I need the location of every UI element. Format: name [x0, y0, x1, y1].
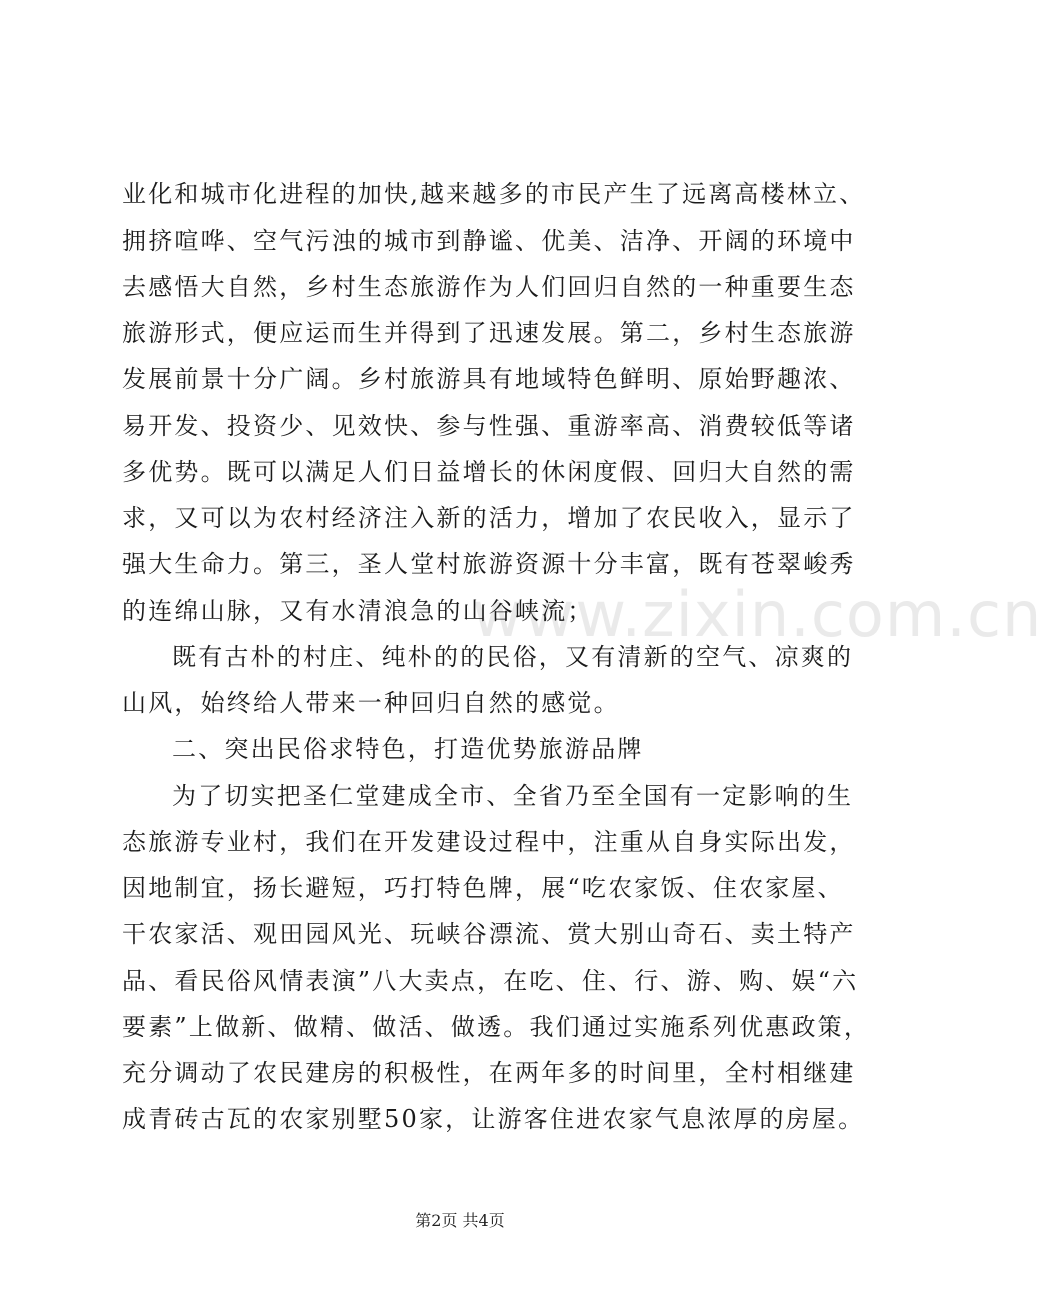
text-line: 强大生命力。第三，圣人堂村旅游资源十分丰富，既有苍翠峻秀 — [122, 550, 856, 578]
text-line: 充分调动了农民建房的积极性，在两年多的时间里，全村相继建 — [122, 1059, 856, 1087]
text-line: 旅游形式，便应运而生并得到了迅速发展。第二，乡村生态旅游 — [122, 319, 856, 347]
text-line: 的连绵山脉，又有水清浪急的山谷峡流； — [122, 597, 594, 625]
text-line: 拥挤喧哗、空气污浊的城市到静谧、优美、洁净、开阔的环境中 — [122, 227, 856, 255]
page-footer: 第2页 共4页 — [415, 1211, 505, 1230]
text-line: 成青砖古瓦的农家别墅50家，让游客住进农家气息浓厚的房屋。 — [122, 1105, 865, 1133]
text-line: 因地制宜，扬长避短，巧打特色牌，展“吃农家饭、住农家屋、 — [122, 874, 844, 902]
paragraph-first-line: 既有古朴的村庄、纯朴的的民俗，又有清新的空气、凉爽的 — [172, 643, 854, 671]
text-line: 多优势。既可以满足人们日益增长的休闲度假、回归大自然的需 — [122, 458, 856, 486]
text-line: 干农家活、观田园风光、玩峡谷漂流、赏大别山奇石、卖土特产 — [122, 920, 856, 948]
text-line: 求，又可以为农村经济注入新的活力，增加了农民收入，显示了 — [122, 504, 856, 532]
text-line: 品、看民俗风情表演”八大卖点，在吃、住、行、游、购、娱“六 — [122, 967, 859, 995]
text-line: 易开发、投资少、见效快、参与性强、重游率高、消费较低等诸 — [122, 412, 856, 440]
section-heading: 二、突出民俗求特色，打造优势旅游品牌 — [172, 735, 644, 763]
text-line: 要素”上做新、做精、做活、做透。我们通过实施系列优惠政策， — [122, 1013, 871, 1041]
text-line: 山风，始终给人带来一种回归自然的感觉。 — [122, 689, 620, 717]
watermark: www.zixin.com.cn — [472, 578, 1042, 651]
text-line: 态旅游专业村，我们在开发建设过程中，注重从自身实际出发， — [122, 828, 856, 856]
text-line: 发展前景十分广阔。乡村旅游具有地域特色鲜明、原始野趣浓、 — [122, 365, 856, 393]
text-line: 去感悟大自然，乡村生态旅游作为人们回归自然的一种重要生态 — [122, 273, 856, 301]
paragraph-first-line: 为了切实把圣仁堂建成全市、全省乃至全国有一定影响的生 — [172, 782, 854, 810]
text-line: 业化和城市化进程的加快,越来越多的市民产生了远离高楼林立、 — [122, 180, 866, 208]
